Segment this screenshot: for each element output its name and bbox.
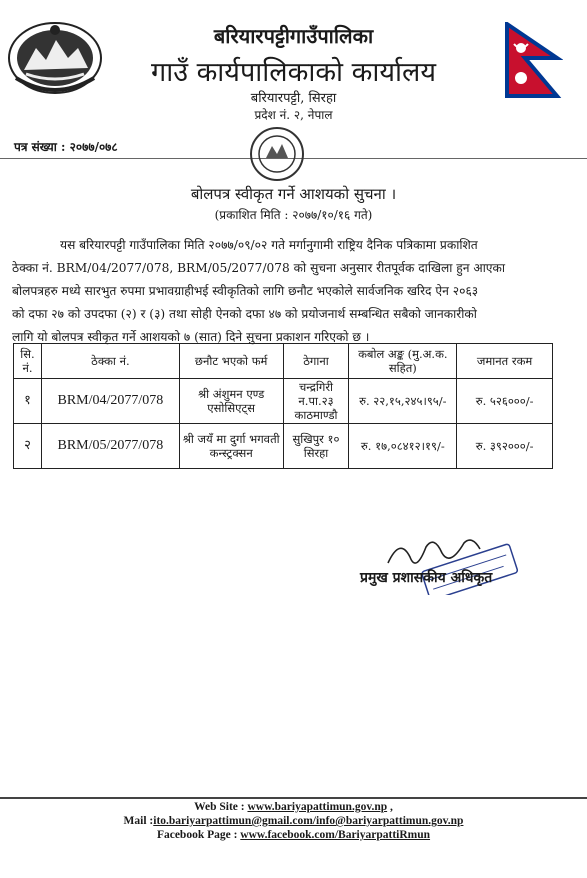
cell-serial: २ <box>14 424 42 469</box>
website-suffix: , <box>387 801 393 813</box>
cell-address: सुखिपुर १० सिरहा <box>283 424 349 469</box>
table-row <box>14 424 553 469</box>
cell-bid-amount: रु. १७,०८४१२।१९/- <box>349 424 457 469</box>
col-contract-no: ठेक्का नं. <box>41 344 179 379</box>
mail-label: Mail : <box>123 815 154 827</box>
footer-facebook <box>0 829 587 841</box>
facebook-link[interactable]: www.facebook.com/BariyarpattiRmun <box>240 829 431 841</box>
municipality-name: बरियारपट्टीगाउँपालिका <box>213 24 374 48</box>
footer-mail <box>0 815 587 827</box>
cell-contract-no: BRM/04/2077/078 <box>41 379 179 424</box>
cell-address: चन्द्रगिरी न.पा.२३ काठमाण्डौ <box>283 379 349 424</box>
col-firm: छनौट भएको फर्म <box>179 344 283 379</box>
signatory-title: प्रमुख प्रशासकीय अधिकृत <box>360 570 493 586</box>
website-label: Web Site : <box>194 801 248 813</box>
cell-bid-amount: रु. २२,१५,२४५।९५/- <box>349 379 457 424</box>
col-serial: सि. नं. <box>14 344 42 379</box>
body-line: लागि यो बोलपत्र स्वीकृत गर्ने आशयको ७ (सात) दिने सुचना प्रकाशन गरिएको छ । <box>12 330 370 344</box>
office-name: गाउँ कार्यपालिकाको कार्यालय <box>151 57 436 88</box>
office-stamp-icon <box>238 124 316 184</box>
col-security: जमानत रकम <box>457 344 553 379</box>
mail-link[interactable]: ito.bariyarpattimun@gmail.com/info@bariyarpattimun.gov.np <box>153 815 464 827</box>
notice-body <box>12 234 574 349</box>
reference-number: पत्र संख्या : २०७७/०७८ <box>14 140 118 154</box>
province-line: प्रदेश नं. २, नेपाल <box>254 108 333 122</box>
table-header-row <box>14 344 553 379</box>
published-date: (प्रकाशित मिति : २०७७/१०/१६ गते) <box>214 208 373 222</box>
col-bid-amount: कबोल अङ्क (मु.अ.क. सहित) <box>349 344 457 379</box>
col-address: ठेगाना <box>283 344 349 379</box>
website-link[interactable]: www.bariyapattimun.gov.np <box>247 801 388 813</box>
office-location: बरियारपट्टी, सिरहा <box>250 91 337 106</box>
body-line: ठेक्का नं. BRM/04/2077/078, BRM/05/2077/078 को सुचना अनुसार रीतपूर्वक दाखिला हुन आएका <box>12 261 506 275</box>
facebook-label: Facebook Page : <box>156 829 241 841</box>
table-row <box>14 379 553 424</box>
cell-contract-no: BRM/05/2077/078 <box>41 424 179 469</box>
body-line: बोलपत्रहरु मध्ये सारभुत रुपमा प्रभावग्राहीभई स्वीकृतिको लागि छनौट भएकोले सार्वजनिक खरिद ऐन २०६३ <box>12 284 479 298</box>
body-line: को दफा २७ को उपदफा (२) र (३) तथा सोही ऐनको दफा ४७ को प्रयोजनार्थ सम्बन्धित सबैको जानकारीको <box>12 307 477 321</box>
body-line: यस बरियारपट्टी गाउँपालिका मिति २०७७/०९/०२ गते मर्गानुगामी राष्ट्रिय दैनिक पत्रिकामा प्रकाशित <box>60 238 478 252</box>
cell-firm: श्री जयँ मा दुर्गा भगवती कन्स्ट्रक्सन <box>179 424 283 469</box>
cell-security: रु. ५२६०००/- <box>457 379 553 424</box>
footer-divider <box>0 797 587 799</box>
cell-security: रु. ३९२०००/- <box>457 424 553 469</box>
notice-title: बोलपत्र स्वीकृत गर्ने आशयको सुचना । <box>190 185 397 203</box>
footer-website <box>0 801 587 813</box>
cell-firm: श्री अंशुमन एण्ड एसोसिएट्स <box>179 379 283 424</box>
bid-table <box>13 343 553 469</box>
cell-serial: १ <box>14 379 42 424</box>
